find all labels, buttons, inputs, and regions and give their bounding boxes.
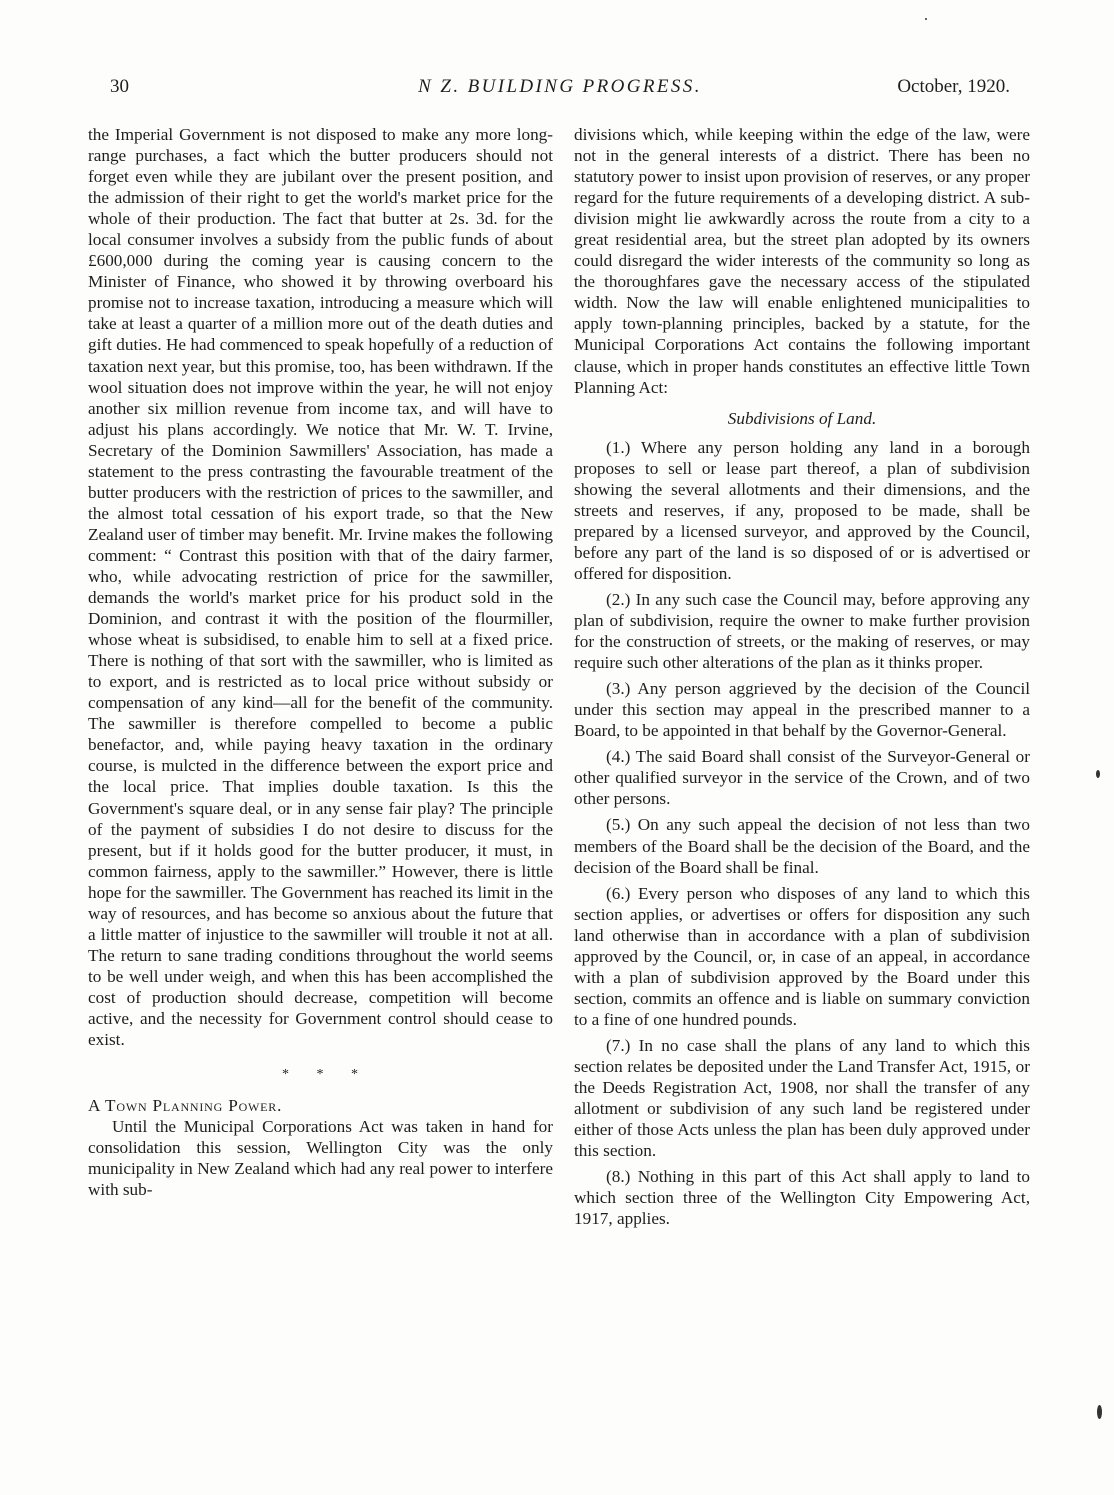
- clause-paragraph: (2.) In any such case the Council may, before approving any plan of subdivision, require the owner to make further provision for the construction of streets, or the making of reserves, or may require such other alterations of the plan as it thinks proper.: [574, 589, 1030, 673]
- scan-speck: [925, 18, 927, 20]
- clause-paragraph: (5.) On any such appeal the decision of not less than two members of the Board shall be the decision of the Board, and the decision of the Board shall be final.: [574, 815, 1030, 877]
- section-heading: A Town Planning Power.: [88, 1096, 283, 1116]
- body-paragraph: Until the Municipal Corporations Act was taken in hand for consolidation this session, Wellington City was the only municipality in New Zealand which had any real power to interfere with sub-: [88, 1117, 553, 1200]
- right-column: [574, 124, 1030, 1234]
- page-number: 30: [110, 76, 129, 97]
- left-column: [88, 124, 553, 1200]
- subheading: Subdivisions of Land.: [727, 408, 877, 428]
- section-separator: * * *: [282, 1067, 359, 1083]
- page-header: [110, 76, 1010, 102]
- clause-paragraph: (3.) Any person aggrieved by the decision of the Council under this section may appeal in the prescribed manner to a Board, to be appointed in that behalf by the Governor-General.: [574, 679, 1030, 741]
- body-paragraph: the Imperial Government is not disposed to make any more long-range purchases, a fact which the butter producers should not forget even while they are jubilant over the present position, and the admission of their right to get the world's market price for the whole of their production. The fact that butter at 2s. 3d. for the local consumer involves a subsidy from the public funds of about £600,000 during the coming year is causing concern to the Minister of Finance, who showed it by throwing overboard his promise not to increase taxation, introducing a measure which will take at least a quarter of a million more out of the death duties and gift duties. He had commenced to speak hopefully of a reduction of taxation next year, but this promise, too, has been withdrawn. If the wool situation does not improve within the year, he will not enjoy another six million revenue from income tax, and will have to adjust his plans accordingly. We notice that Mr. W. T. Irvine, Secretary of the Dominion Sawmillers' Association, has made a statement to the press contrasting the favourable treatment of the butter producers with the restriction of prices to the sawmiller, and the almost total cessation of his export trade, so that the New Zealand user of timber may benefit. Mr. Irvine makes the following comment: “ Contrast this position with that of the dairy farmer, who, while advocating restriction of price for the sawmiller, demands the world's market price for his product sold in the Dominion, and contrast it with the position of the flourmiller, whose wheat is subsidised, to enable him to sell at a fixed price. There is nothing of that sort with the sawmiller, who is limited as to export, and is restricted as to local price without subsidy or compensation of any kind—all for the benefit of the community. The sawmiller is therefore compelled to become a public benefactor, and, while paying heavy taxation in the ordinary course, is mulcted in the difference between the export price and the local price. That implies double taxation. Is this the Government's square deal, or in any sense fair play? The principle of the payment of subsidies I do not desire to discuss for the present, but if it holds good for the butter producer, it must, in common fairness, apply to the sawmiller.” However, there is little hope for the sawmiller. The Government has reached its limit in the way of resources, and has become so anxious about the future that a little matter of injustice to the sawmiller will trouble it not at all. The return to sane trading conditions throughout the world seems to be well under weigh, and when this has been accomplished the cost of production should decrease, competition will become active, and the necessity for Government control should cease to exist.: [88, 125, 553, 1050]
- clause-paragraph: (8.) Nothing in this part of this Act shall apply to land to which section three of the Wellington City Empowering Act, 1917, applies.: [574, 1167, 1030, 1229]
- scan-speck: [1096, 770, 1100, 778]
- issue-date: October, 1920.: [897, 76, 1010, 97]
- clause-paragraph: (7.) In no case shall the plans of any land to which this section relates be deposited under the Land Transfer Act, 1915, or the Deeds Registration Act, 1908, nor shall the transfer of any allotment or subdivision of any such land be registered under either of those Acts unless the plan has been duly approved under this section.: [574, 1035, 1030, 1161]
- clause-paragraph: (4.) The said Board shall consist of the Surveyor-General or other qualified surveyor in the service of the Crown, and of two other persons.: [574, 747, 1030, 809]
- journal-title: N Z. BUILDING PROGRESS.: [418, 76, 702, 97]
- clause-paragraph: (6.) Every person who disposes of any land to which this section applies, or advertises or offers for disposition any such land otherwise than in accordance with a plan of subdivision approved by the Council, or, in case of an appeal, in accordance with a plan of subdivision approved by the Board under this section, commits an offence and is liable on summary conviction to a fine of one hundred pounds.: [574, 883, 1030, 1029]
- clause-paragraph: (1.) Where any person holding any land in a borough proposes to sell or lease part thereof, a plan of subdivision showing the several allotments and their dimensions, and the streets and reserves, if any, proposed to be made, shall be prepared by a licensed surveyor, and approved by the Council, before any part of the land is so disposed of or is advertised or offered for disposition.: [574, 437, 1030, 583]
- scan-speck: [1097, 1405, 1102, 1419]
- body-paragraph: divisions which, while keeping within the edge of the law, were not in the general interests of a district. There has been no statutory power to insist upon provision of reserves, or any proper regard for the future requirements of a developing district. A subdivision might lie awkwardly across the route from a city to a great residential area, but the street plan adopted by its owners could disregard the wider interests of the community so long as the thoroughfares gave the necessary access of the stipulated width. Now the law will enable enlightened municipalities to apply town-planning principles, backed by a statute, for the Municipal Corporations Act contains the following important clause, which in proper hands constitutes an effective little Town Planning Act:: [574, 125, 1030, 397]
